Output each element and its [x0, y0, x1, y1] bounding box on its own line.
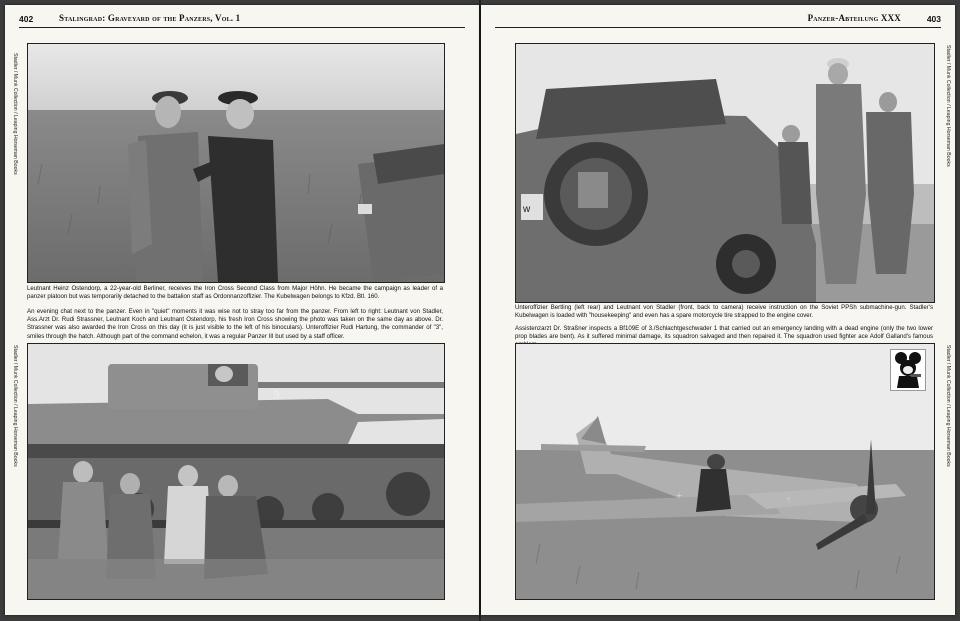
- photo-panzer-evening-chat: [27, 343, 445, 600]
- mickey-mouse-emblem-icon: [890, 349, 926, 391]
- right-running-title: Panzer-Abteilung XXX: [807, 13, 901, 23]
- right-page: [481, 5, 955, 615]
- right-side-credit-top: Stadler / Munk Collection / Leaping Horseman Books: [945, 45, 951, 167]
- left-caption-1: Leutnant Heinz Ostendorp, a 22-year-old Berliner, receives the Iron Cross Second Class from Major Höhn. He became the campaign as leader of a panzer platoon but was temporarily detached to the battalion staff as Ordonnanzoffizier. The Kubelwagen belongs to Kfzd. Btl. 160.: [27, 285, 443, 301]
- svg-text:w: w: [523, 204, 531, 215]
- left-page: [5, 5, 479, 615]
- photo-iron-cross-presentation: [27, 43, 445, 283]
- svg-text:+: +: [786, 494, 792, 504]
- right-side-credit-bottom: Stadler / Munk Collection / Leaping Horseman Books: [945, 345, 951, 467]
- svg-text:3: 3: [273, 388, 280, 402]
- photo-bf109-emergency-landing: [515, 343, 935, 600]
- left-page-number: 402: [19, 14, 34, 24]
- left-running-title: Stalingrad: Graveyard of the Panzers, Vol. 1: [59, 13, 241, 23]
- svg-text:+: +: [676, 490, 683, 502]
- right-caption-2: Assistenzarzt Dr. Straßner inspects a Bf109E of 3./Schlachtgeschwader 1 that carried out an emergency landing with a dead engine (only the two lower prop blades are bent). As it suffered minimal damage, its squadron salvaged and then repaired it. The squadron used fighter ace Adolf Galland's famous: [515, 325, 933, 341]
- left-caption-2: An evening chat next to the panzer. Even in "quiet" moments it was wise not to stray too far from the panzer. From left to right: Leutnant von Stadler, Ass.Arzt Dr. Rudi Strassner, Leutnant Koch and Leutnant Ostendorp, his fresh Iron Cross showing the photo was taken on the same day as above. Dr. Strassner was also awarded the Iron Cross on this day (it is just visible to the left of his binoculars). Unteroffizier Rudi Hartung, the commander of "3", smiles through the hatch. Although part of the command echelon, it was a regular Panzer III but used by a staff officer.: [27, 308, 443, 340]
- right-caption-1: Unteroffizier Bertling (left rear) and Leutnant von Stadler (front, back to camera) receive instruction on the Soviet PPSh submachine-gun. Stadler's Kubelwagen is loaded with "housekeeping" and even has a spare motorcycle tire strapped to the engine cover.: [515, 304, 933, 320]
- right-page-header: [495, 11, 941, 28]
- left-side-credit-bottom: Stadler / Munk Collection / Leaping Horseman Books: [12, 345, 18, 467]
- right-page-number: 403: [926, 14, 941, 24]
- left-page-header: [19, 11, 465, 28]
- photo-kubelwagen-instruction: [515, 43, 935, 303]
- left-side-credit-top: Stadler / Munk Collection / Leaping Horseman Books: [12, 53, 18, 175]
